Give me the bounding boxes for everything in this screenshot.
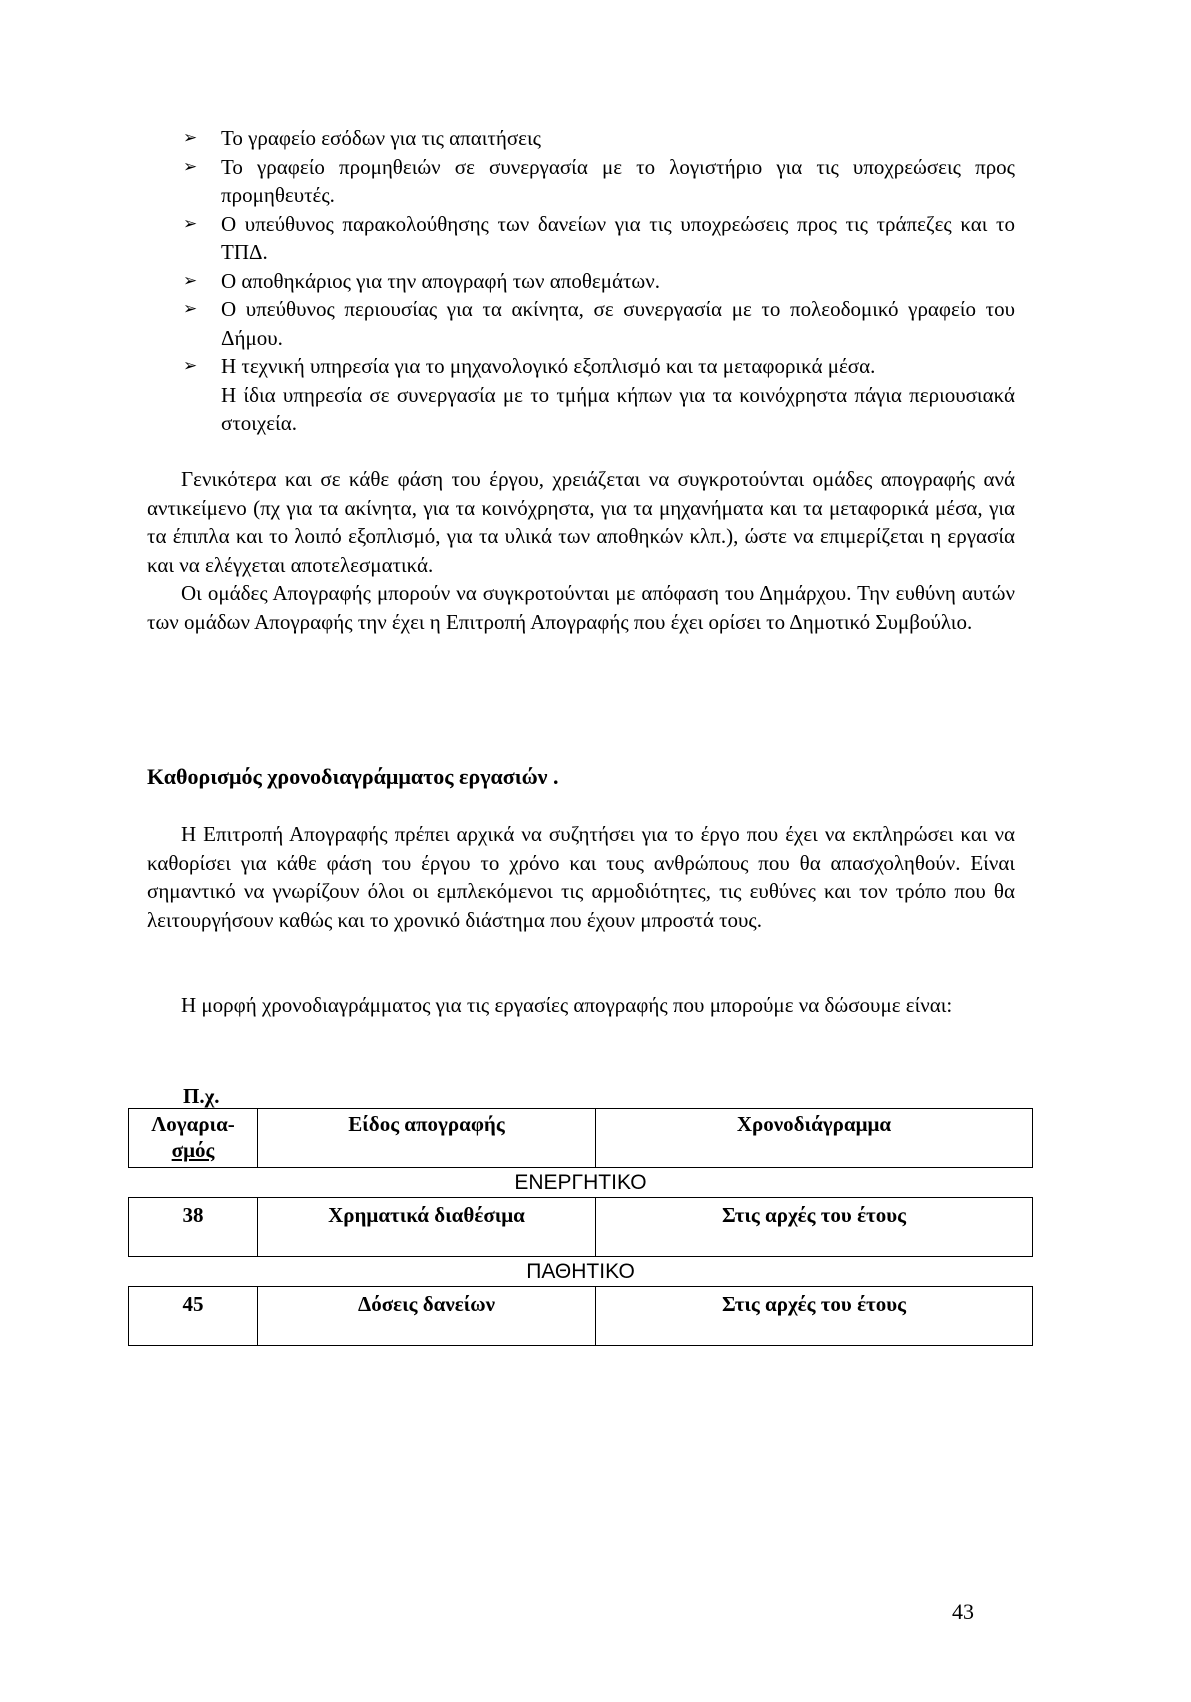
cell-schedule: Στις αρχές του έτους: [596, 1198, 1033, 1257]
list-item-text: Ο αποθηκάριος για την απογραφή των αποθεμάτων.: [221, 268, 660, 293]
list-item-text: Η τεχνική υπηρεσία για το μηχανολογικό εξοπλισμό και τα μεταφορικά μέσα.: [221, 354, 876, 378]
cell-account: 45: [129, 1287, 258, 1346]
schedule-intro-section: [147, 820, 1015, 934]
arrow-bullet-icon: ➢: [183, 213, 198, 234]
list-item: [183, 124, 1015, 153]
example-label: Π.χ.: [183, 1084, 220, 1108]
inventory-teams-section: [147, 465, 1015, 636]
section-title: ΕΝΕΡΓΗΤΙΚΟ: [129, 1168, 1033, 1198]
column-header-schedule: Χρονοδιάγραμμα: [596, 1109, 1033, 1168]
list-item-continuation: Η ίδια υπηρεσία σε συνεργασία με το τμήμα κήπων για τα κοινόχρηστα πάγια περιουσιακά στοιχεία.: [221, 382, 1015, 435]
list-item-text: Το γραφείο προμηθειών σε συνεργασία με το λογιστήριο για τις υποχρεώσεις προς προμηθευτές.: [221, 154, 1015, 207]
cell-account: 38: [129, 1198, 258, 1257]
column-header-account-line2: σμός: [171, 1138, 215, 1162]
arrow-bullet-icon: ➢: [183, 270, 198, 291]
paragraph: Η Επιτροπή Απογραφής πρέπει αρχικά να συζητήσει για το έργο που έχει να εκπληρώσει και να καθορίσει για κάθε φάση του έργου το χρόνο και τους ανθρώπους που θα απασχοληθούν. Είναι σημαντικό να γνωρίζουν όλοι οι εμπλεκόμενοι τις αρμοδιότητες, τις ευθύνες και τον τρόπο που θα λειτουργήσουν καθώς και το χρονικό διάστημα που έχουν μπροστά τους.: [147, 822, 1015, 932]
arrow-bullet-icon: ➢: [183, 299, 198, 319]
table-header-row: [129, 1109, 1033, 1168]
paragraph: Η μορφή χρονοδιαγράμματος για τις εργασίες απογραφής που μπορούμε να δώσουμε είναι:: [181, 993, 953, 1017]
list-item-text: Ο υπεύθυνος περιουσίας για τα ακίνητα, σε συνεργασία με το πολεοδομικό γραφείο του Δήμου.: [221, 297, 1015, 350]
arrow-bullet-icon: ➢: [183, 356, 198, 376]
schedule-table: [128, 1108, 1033, 1346]
section-heading: Καθορισμός χρονοδιαγράμματος εργασιών .: [147, 764, 559, 789]
list-item-text: Το γραφείο εσόδων για τις απαιτήσεις: [221, 126, 541, 150]
column-header-account: [129, 1109, 258, 1168]
list-item: [183, 352, 1015, 438]
paragraph: Οι ομάδες Απογραφής μπορούν να συγκροτούνται με απόφαση του Δημάρχου. Την ευθύνη αυτών των ομάδων Απογραφής την έχει η Επιτροπή Απογραφής που έχει ορίσει το Δημοτικό Συμβούλιο.: [147, 581, 1015, 634]
responsibility-list: [183, 124, 1015, 438]
section-title: ΠΑΘΗΤΙΚΟ: [129, 1257, 1033, 1287]
table-row: [129, 1287, 1033, 1346]
cell-schedule: Στις αρχές του έτους: [596, 1287, 1033, 1346]
arrow-bullet-icon: ➢: [183, 156, 198, 177]
list-item-text: Ο υπεύθυνος παρακολούθησης των δανείων για τις υποχρεώσεις προς τις τράπεζες και το ΤΠΔ.: [221, 211, 1015, 264]
page-number: 43: [952, 1599, 974, 1624]
schedule-form-section: [147, 991, 1015, 1020]
cell-inventory-type: Δόσεις δανείων: [258, 1287, 596, 1346]
table-row: [129, 1198, 1033, 1257]
arrow-bullet-icon: ➢: [183, 128, 198, 148]
paragraph: Γενικότερα και σε κάθε φάση του έργου, χρειάζεται να συγκροτούνται ομάδες απογραφής ανά αντικείμενο (πχ για τα ακίνητα, για τα κοινόχρηστα, για τα μηχανήματα και τα μεταφορικά μέσα, για τα έπιπλα και το λοιπό εξοπλισμό, για τα υλικά των αποθηκών κλπ.), ώστε να επιμερίζεται η εργασία και να ελέγχεται αποτελεσματικά.: [147, 467, 1015, 577]
section-row-liabilities: [129, 1257, 1033, 1287]
cell-inventory-type: Χρηματικά διαθέσιμα: [258, 1198, 596, 1257]
list-item: [183, 295, 1015, 352]
column-header-inventory-type: Είδος απογραφής: [258, 1109, 596, 1168]
list-item: [183, 210, 1015, 267]
section-row-assets: [129, 1168, 1033, 1198]
list-item: [183, 153, 1015, 210]
column-header-account-line1: Λογαρια-: [151, 1112, 235, 1136]
list-item: [183, 267, 1015, 296]
